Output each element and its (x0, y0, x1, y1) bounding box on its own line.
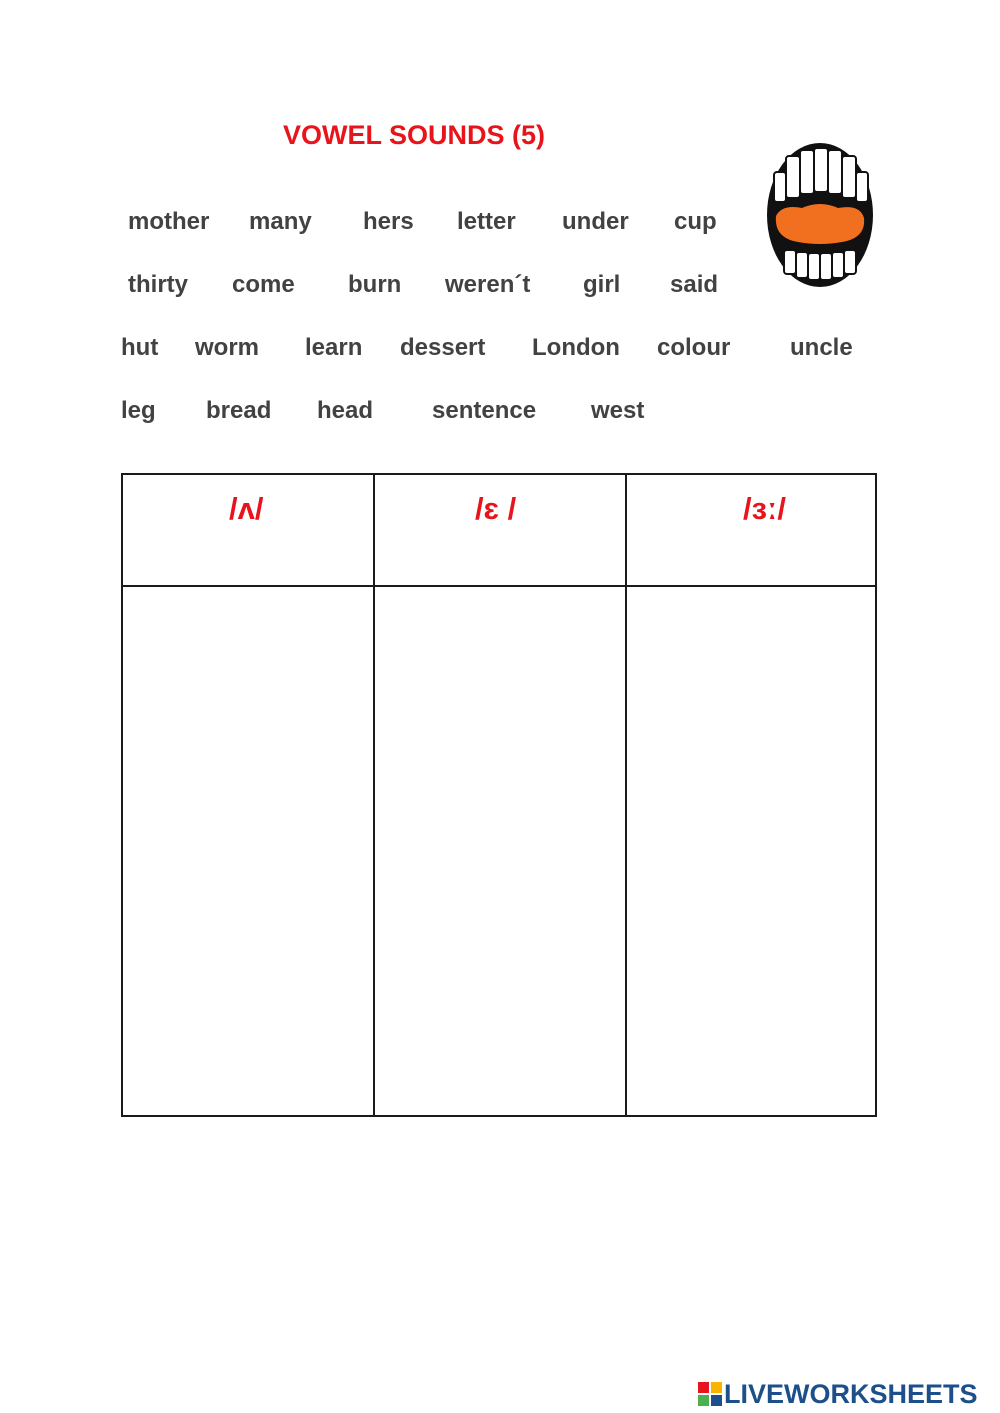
brand-name: LIVEWORKSHEETS (724, 1378, 978, 1409)
word-item[interactable]: bread (206, 397, 272, 424)
word-item[interactable]: thirty (128, 271, 188, 298)
word-item[interactable]: dessert (400, 334, 486, 361)
word-item[interactable]: colour (657, 334, 731, 361)
word-item[interactable]: letter (457, 208, 516, 235)
page-title: VOWEL SOUNDS (5) (283, 120, 546, 150)
word-item[interactable]: London (532, 334, 620, 361)
word-item[interactable]: cup (674, 208, 717, 235)
word-item[interactable]: weren´t (445, 271, 531, 298)
word-item[interactable]: burn (348, 271, 402, 298)
word-item[interactable]: mother (128, 208, 210, 235)
word-item[interactable]: said (670, 271, 719, 298)
liveworksheets-logo-icon (698, 1382, 722, 1406)
word-item[interactable]: girl (583, 271, 621, 298)
word-item[interactable]: worm (195, 334, 260, 361)
word-item[interactable]: uncle (790, 334, 853, 361)
word-item[interactable]: come (232, 271, 295, 298)
word-item[interactable]: many (249, 208, 312, 235)
drop-zone-eh[interactable] (375, 587, 625, 1115)
word-item[interactable]: hut (121, 334, 159, 361)
liveworksheets-brand (698, 1378, 978, 1410)
column-header-uh: /ʌ/ (229, 491, 264, 526)
word-item[interactable]: west (591, 397, 645, 424)
word-item[interactable]: leg (121, 397, 156, 424)
drop-zone-er[interactable] (627, 587, 875, 1115)
word-item[interactable]: head (317, 397, 374, 424)
column-header-er: /ɜː/ (743, 491, 786, 526)
open-mouth-icon (762, 138, 878, 292)
word-item[interactable]: under (562, 208, 629, 235)
drop-zone-uh[interactable] (123, 587, 373, 1115)
column-header-eh: /ɛ / (475, 491, 517, 526)
sound-sorting-table (121, 473, 877, 1117)
word-item[interactable]: learn (305, 334, 363, 361)
word-item[interactable]: sentence (432, 397, 537, 424)
word-item[interactable]: hers (363, 208, 414, 235)
